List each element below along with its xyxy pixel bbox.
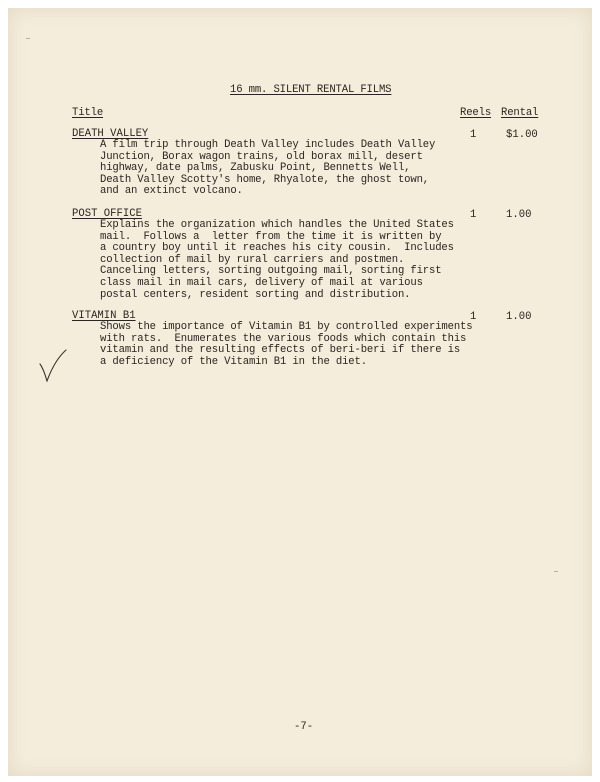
film-rental: 1.00 bbox=[506, 209, 532, 221]
column-header-reels: Reels bbox=[460, 107, 492, 119]
film-reels: 1 bbox=[470, 311, 477, 323]
film-description: A film trip through Death Valley includes Death Valley Junction, Borax wagon trains, old borax mill, desert highway, date palms, Zabusku Point, Bennetts Well, Death Valley Scotty's home, Rhyalote, the ghost town, and an extinct volcano. bbox=[100, 139, 436, 198]
film-title-death-valley: DEATH VALLEY bbox=[72, 128, 149, 140]
document-page bbox=[8, 8, 592, 776]
film-reels: 1 bbox=[470, 209, 477, 221]
film-title-vitamin-b1: VITAMIN B1 bbox=[72, 310, 136, 322]
film-description: Explains the organization which handles the United States mail. Follows a letter from the time it is written by a country boy until it reaches his city cousin. Includes collection of mail by rural carriers and postmen. Canceling letters, sorting outgoing mail, sorting first class mail in mail cars, delivery of mail at various postal centers, resident sorting and distribution. bbox=[100, 219, 454, 301]
film-title-post-office: POST OFFICE bbox=[72, 208, 142, 220]
film-reels: 1 bbox=[470, 129, 477, 141]
paper-speck bbox=[554, 571, 558, 572]
column-header-title: Title bbox=[72, 107, 104, 119]
film-rental: $1.00 bbox=[506, 129, 538, 141]
paper-speck bbox=[26, 38, 30, 39]
film-rental: 1.00 bbox=[506, 311, 532, 323]
page-number: -7- bbox=[294, 721, 314, 733]
handwritten-checkmark-icon bbox=[38, 348, 68, 382]
film-description: Shows the importance of Vitamin B1 by controlled experiments with rats. Enumerates the various foods which contain this vitamin and the resulting effects of beri-beri if there is a deficiency of the Vitamin B1 in the diet. bbox=[100, 321, 473, 368]
column-header-rental: Rental bbox=[501, 107, 539, 119]
document-title: 16 mm. SILENT RENTAL FILMS bbox=[230, 84, 392, 96]
